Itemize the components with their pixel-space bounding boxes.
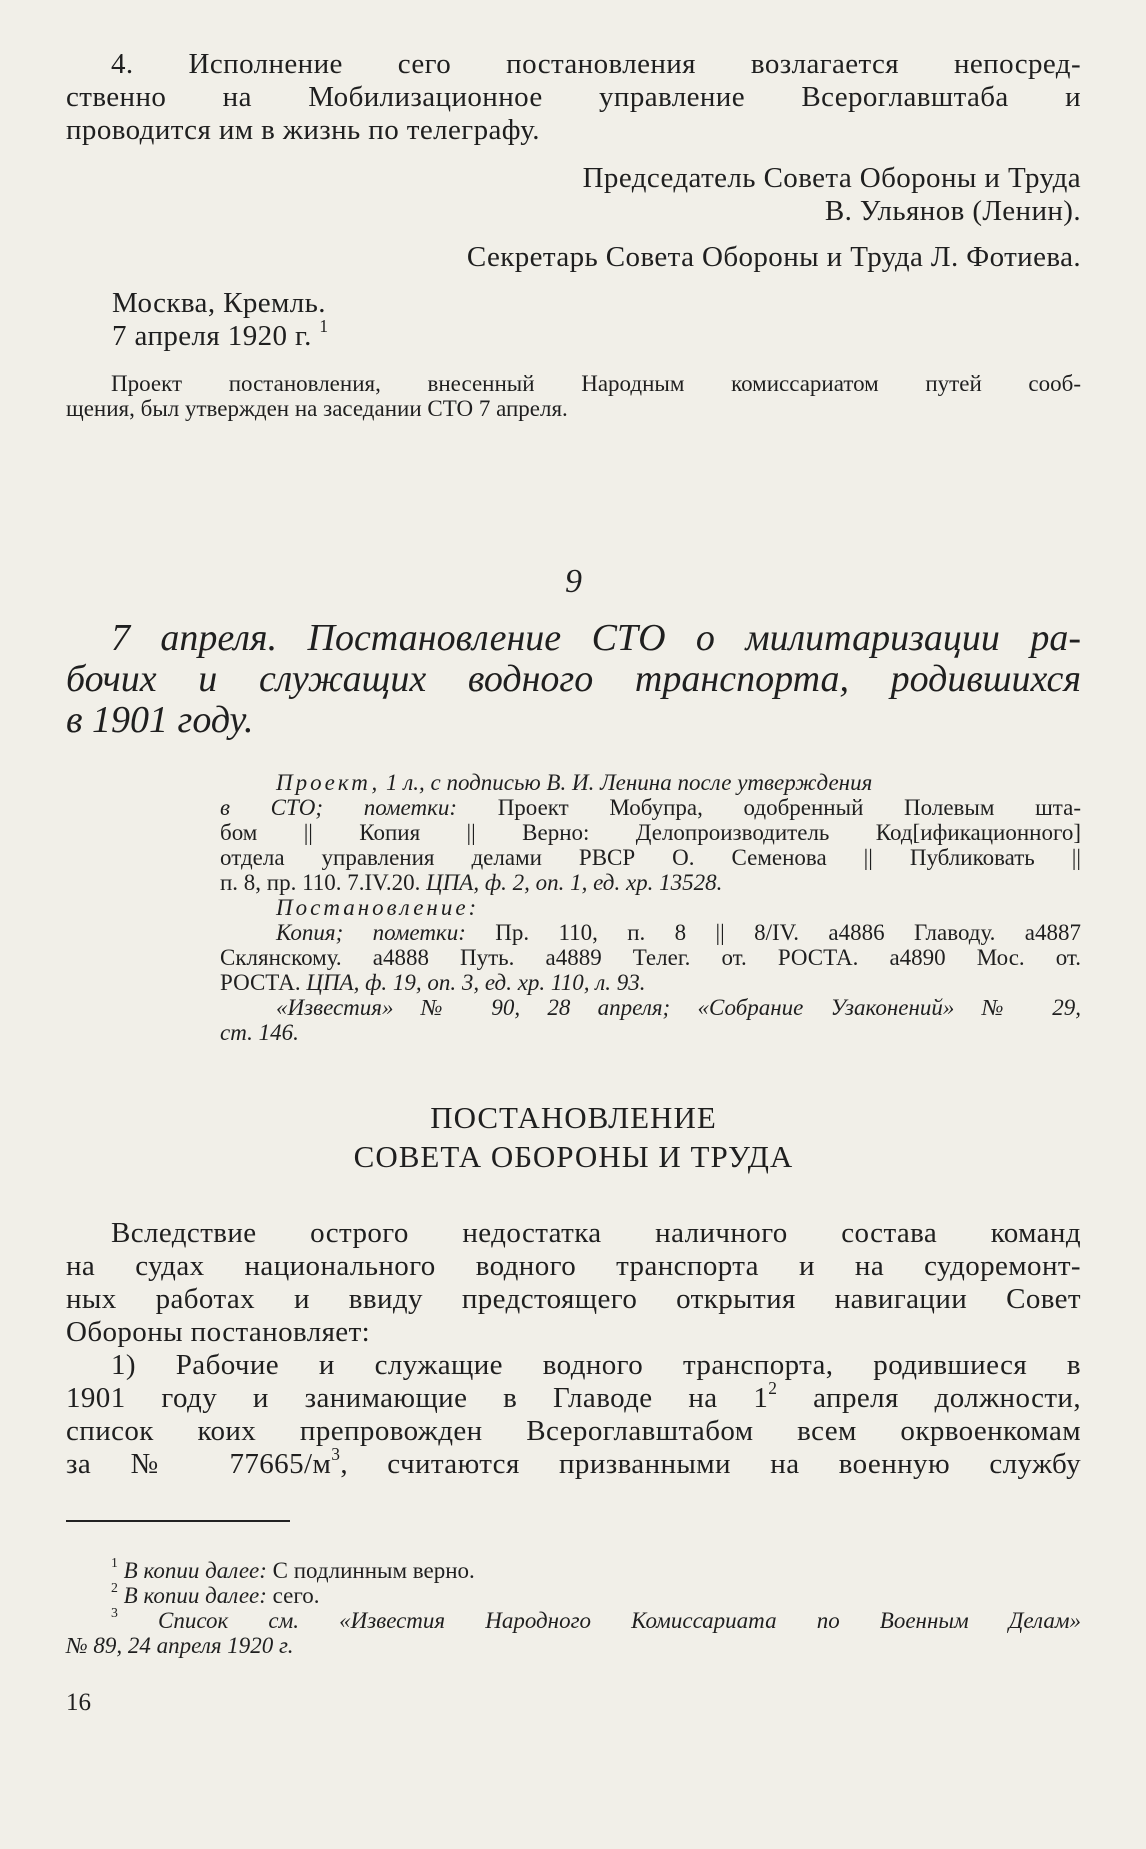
text-line: щения, был утвержден на заседании СТО 7 апреля. <box>66 396 568 421</box>
signature-chair <box>66 162 1081 228</box>
body-line: ных работах и ввиду предстоящего открытия навигации Совет <box>66 1283 1081 1315</box>
footnote-ref: 3 <box>331 1444 341 1465</box>
archive-line: отдела управления делами РВСР О. Семенова || Публиковать || <box>220 845 1081 870</box>
archive-line: РОСТА. ЦПА, ф. 19, оп. 3, ед. хр. 110, л. 93. <box>220 970 646 995</box>
place-date <box>112 287 1127 353</box>
signature-name: В. Ульянов (Ленин). <box>824 195 1081 227</box>
title-line: бочих и служащих водного транспорта, родившихся <box>66 658 1081 700</box>
footnote-3-cont: № 89, 24 апреля 1920 г. <box>66 1633 294 1658</box>
footnote-2: $^2$ В копии далее: сего. <box>111 1580 320 1608</box>
place: Москва, Кремль. <box>112 287 326 319</box>
archive-line: Копия; пометки: Пр. 110, п. 8 || 8/IV. а4886 Главоду. а4887 <box>276 920 1082 945</box>
archive-label: Постановление: <box>276 895 480 920</box>
date: 7 апреля 1920 г. $^1$ <box>112 316 329 352</box>
archive-line: ст. 146. <box>220 1020 299 1045</box>
title-line: в 1901 году. <box>66 699 254 741</box>
archive-line: п. 8, пр. 110. 7.IV.20. ЦПА, ф. 2, оп. 1, ед. хр. 13528. <box>220 870 723 895</box>
archive-line: бом || Копия || Верно: Делопроизводитель Код[ификационного] <box>220 820 1081 845</box>
signature-secretary: Секретарь Совета Обороны и Труда Л. Фотиева. <box>466 241 1081 273</box>
document-title <box>66 618 1081 741</box>
resolution-heading <box>66 1098 1081 1176</box>
footnote-divider <box>66 1520 290 1522</box>
body-line: Вследствие острого недостатка наличного состава команд <box>111 1217 1081 1249</box>
footnote-1: $^1$ В копии далее: С подлинным верно. <box>111 1555 475 1583</box>
page-number: 16 <box>66 1689 91 1716</box>
archive-line: Склянскому. а4888 Путь. а4889 Телег. от. РОСТА. а4890 Мос. от. <box>220 945 1081 970</box>
body-line: 1901 году и занимающие в Главоде на $1^2$ апреля должности, <box>66 1378 1081 1414</box>
body-line: Обороны постановляет: <box>66 1316 371 1348</box>
title-line: 7 апреля. Постановление СТО о милитаризации ра- <box>111 617 1081 659</box>
text-line: Проект постановления, внесенный Народным комиссариатом путей сооб- <box>111 371 1081 396</box>
signature-title: Председатель Совета Обороны и Труда <box>582 162 1081 194</box>
heading-line: ПОСТАНОВЛЕНИЕ <box>430 1100 717 1135</box>
body-line: 1) Рабочие и служащие водного транспорта, родившиеся в <box>111 1349 1081 1381</box>
body-line: на судах национального водного транспорта и на судоремонт- <box>66 1250 1081 1282</box>
footnote-3: $^3$ Список см. «Известия Народного Комиссариата по Военным Делам» <box>111 1605 1082 1633</box>
heading-line: СОВЕТА ОБОРОНЫ И ТРУДА <box>353 1139 794 1174</box>
archive-line: в СТО; пометки: Проект Мобупра, одобренный Полевым шта- <box>220 795 1082 820</box>
archive-line: Проект, 1 л., с подписью В. И. Ленина после утверждения <box>276 770 873 795</box>
text-line: ственно на Мобилизационное управление Всероглавштаба и <box>66 81 1081 113</box>
archive-line: «Известия» № 90, 28 апреля; «Собрание Узаконений» № 29, <box>276 995 1081 1020</box>
footnotes <box>66 1555 1082 1658</box>
text-line: проводится им в жизнь по телеграфу. <box>66 114 540 146</box>
body-line: за № $77665/м^3$, считаются призванными на военную службу <box>66 1444 1081 1480</box>
point-4-paragraph <box>66 48 1081 147</box>
footnote-ref: 1 <box>319 316 329 337</box>
document-number: 9 <box>565 563 582 600</box>
text-line: 4. Исполнение сего постановления возлагается непосред- <box>111 48 1081 80</box>
footnote-ref: 2 <box>768 1378 778 1399</box>
resolution-body <box>66 1217 1081 1481</box>
editorial-note <box>66 371 1081 421</box>
body-line: список коих препровожден Всероглавштабом всем окрвоенкомам <box>66 1415 1081 1447</box>
archive-reference <box>220 770 1081 1045</box>
